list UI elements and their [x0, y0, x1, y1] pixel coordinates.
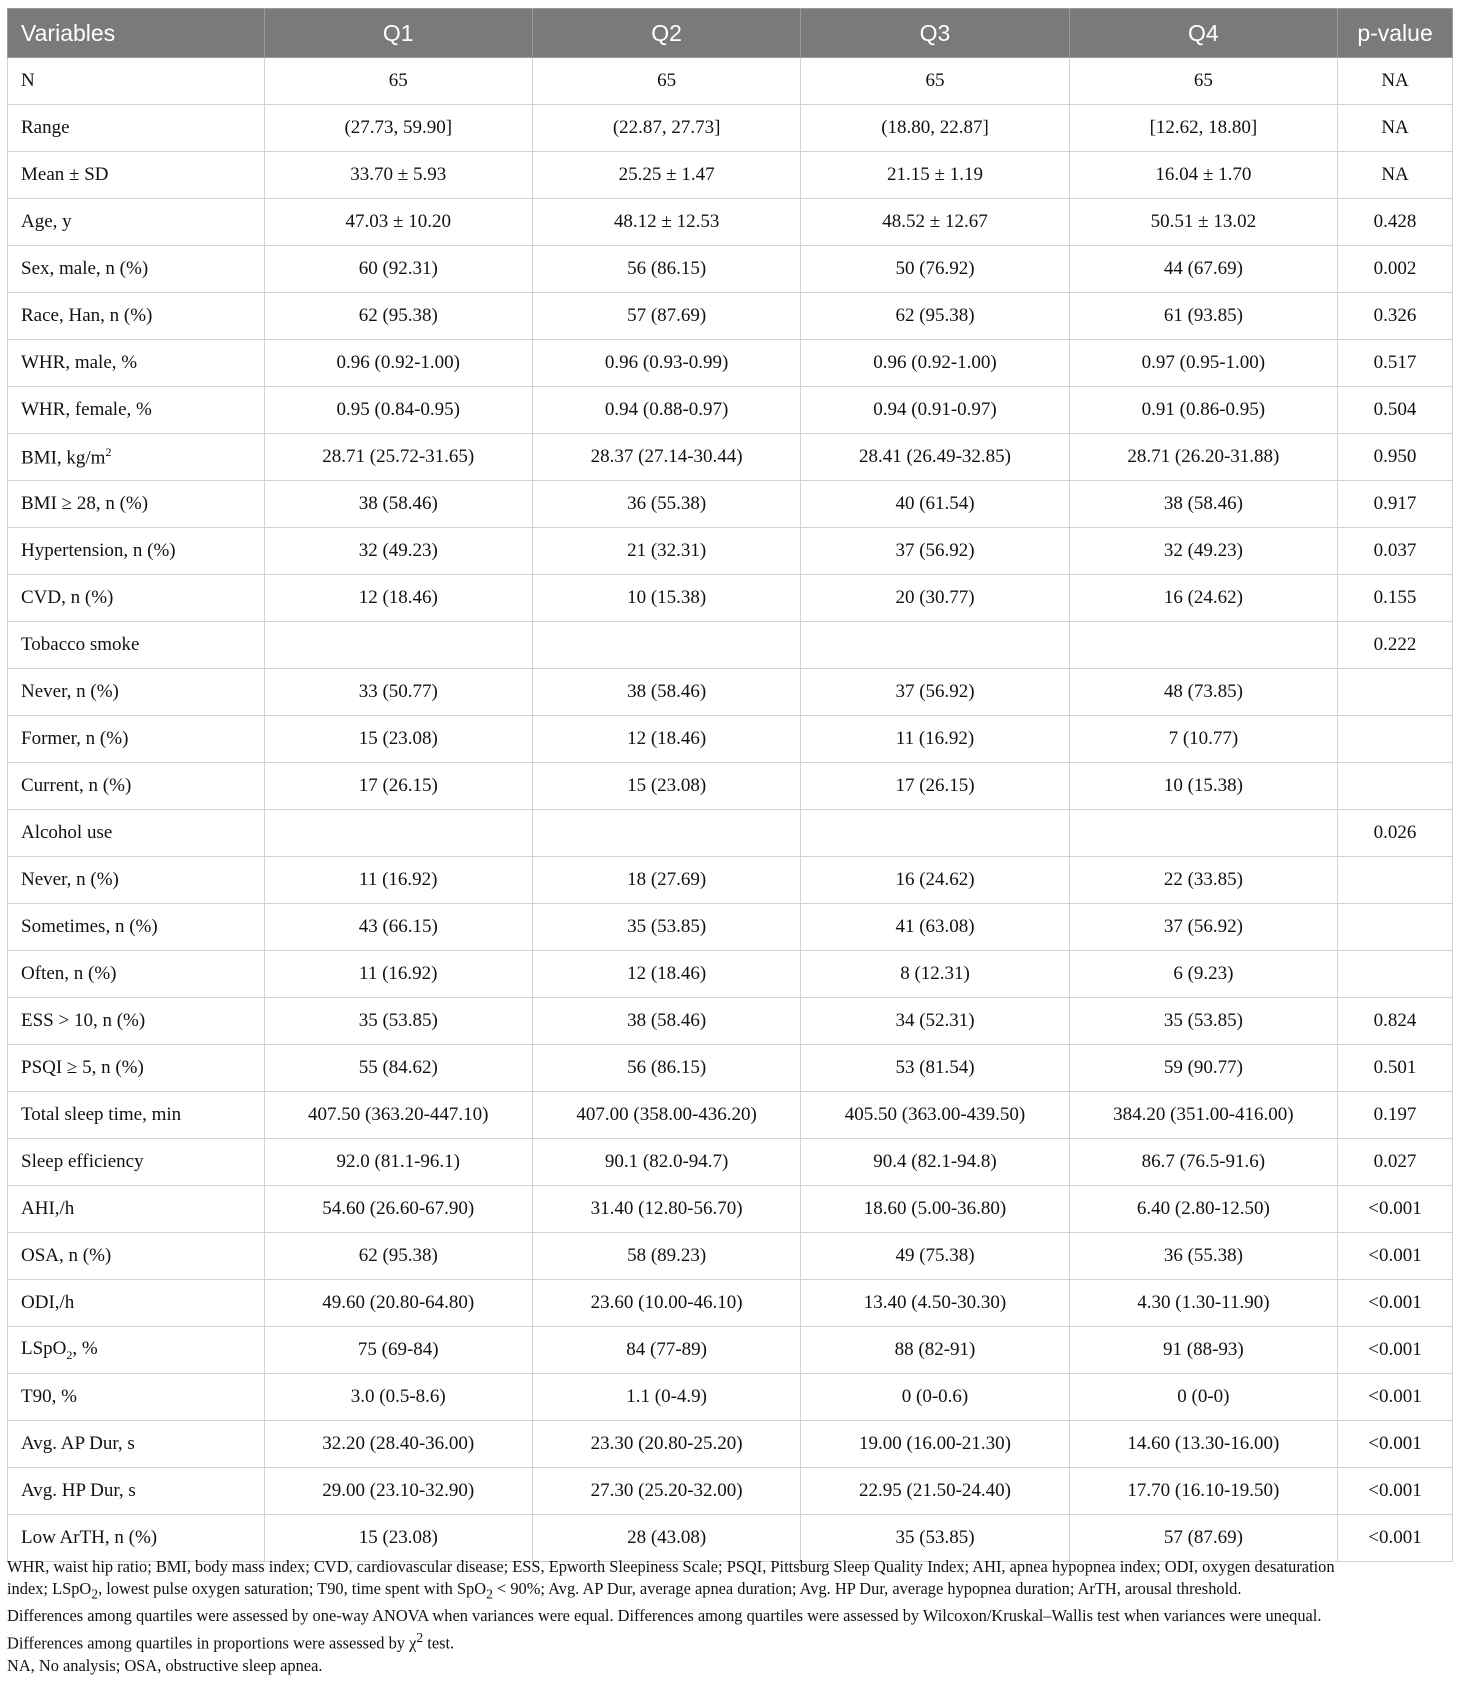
footnote-text: Differences among quartiles in proportions were assessed by χ	[7, 1633, 417, 1653]
q1-cell: (27.73, 59.90]	[264, 105, 532, 152]
row-label	[8, 1327, 265, 1374]
q4-cell: 6 (9.23)	[1069, 951, 1337, 998]
q3-cell: 34 (52.31)	[801, 998, 1069, 1045]
q3-cell: 18.60 (5.00-36.80)	[801, 1186, 1069, 1233]
q2-cell: 84 (77-89)	[532, 1327, 800, 1374]
row-label-text: Sex, male, n (%)	[21, 258, 149, 279]
q4-cell: 17.70 (16.10-19.50)	[1069, 1468, 1337, 1515]
q1-cell: 62 (95.38)	[264, 293, 532, 340]
q4-cell: 38 (58.46)	[1069, 481, 1337, 528]
header-q4: Q4	[1069, 9, 1337, 58]
q4-cell: 35 (53.85)	[1069, 998, 1337, 1045]
row-label-superscript: 2	[105, 444, 112, 459]
q1-cell: 55 (84.62)	[264, 1045, 532, 1092]
q4-cell: 86.7 (76.5-91.6)	[1069, 1139, 1337, 1186]
q3-cell: 28.41 (26.49-32.85)	[801, 434, 1069, 481]
table-header	[8, 9, 1453, 58]
row-label	[8, 246, 265, 293]
row-label	[8, 528, 265, 575]
table-row	[8, 1515, 1453, 1562]
row-label-text: Age, y	[21, 211, 72, 232]
footnote-na	[7, 1655, 1453, 1677]
row-label	[8, 1421, 265, 1468]
q4-cell: 44 (67.69)	[1069, 246, 1337, 293]
row-label-text: Sleep efficiency	[21, 1151, 144, 1172]
row-label	[8, 1045, 265, 1092]
q2-cell: (22.87, 27.73]	[532, 105, 800, 152]
q1-cell: 47.03 ± 10.20	[264, 199, 532, 246]
row-label-text: Former, n (%)	[21, 728, 129, 749]
q4-cell: 16.04 ± 1.70	[1069, 152, 1337, 199]
table-row	[8, 1092, 1453, 1139]
q3-cell: 20 (30.77)	[801, 575, 1069, 622]
q3-cell	[801, 810, 1069, 857]
table-row	[8, 575, 1453, 622]
row-label-text: WHR, male, %	[21, 352, 138, 373]
q2-cell: 15 (23.08)	[532, 763, 800, 810]
q2-cell: 56 (86.15)	[532, 1045, 800, 1092]
q4-cell: 6.40 (2.80-12.50)	[1069, 1186, 1337, 1233]
q2-cell: 407.00 (358.00-436.20)	[532, 1092, 800, 1139]
row-label	[8, 1139, 265, 1186]
row-label	[8, 58, 265, 105]
p-value-cell: NA	[1338, 105, 1453, 152]
q2-cell: 38 (58.46)	[532, 669, 800, 716]
p-value-cell: 0.027	[1338, 1139, 1453, 1186]
q4-cell	[1069, 622, 1337, 669]
q4-cell: 22 (33.85)	[1069, 857, 1337, 904]
p-value-cell: 0.517	[1338, 340, 1453, 387]
q4-cell: 0.97 (0.95-1.00)	[1069, 340, 1337, 387]
data-table	[7, 8, 1453, 1562]
q2-cell: 10 (15.38)	[532, 575, 800, 622]
table-row	[8, 481, 1453, 528]
q1-cell: 11 (16.92)	[264, 857, 532, 904]
p-value-cell: NA	[1338, 152, 1453, 199]
q3-cell: 50 (76.92)	[801, 246, 1069, 293]
q2-cell: 35 (53.85)	[532, 904, 800, 951]
q2-cell: 0.94 (0.88-0.97)	[532, 387, 800, 434]
q3-cell: 19.00 (16.00-21.30)	[801, 1421, 1069, 1468]
q3-cell: (18.80, 22.87]	[801, 105, 1069, 152]
table-row	[8, 1186, 1453, 1233]
q1-cell: 54.60 (26.60-67.90)	[264, 1186, 532, 1233]
table-row	[8, 387, 1453, 434]
q1-cell: 75 (69-84)	[264, 1327, 532, 1374]
footnote-abbreviations	[7, 1556, 1453, 1578]
p-value-cell: 0.428	[1338, 199, 1453, 246]
p-value-cell	[1338, 857, 1453, 904]
table-row	[8, 1045, 1453, 1092]
q2-cell: 21 (32.31)	[532, 528, 800, 575]
q1-cell: 28.71 (25.72-31.65)	[264, 434, 532, 481]
q4-cell: 61 (93.85)	[1069, 293, 1337, 340]
q2-cell: 48.12 ± 12.53	[532, 199, 800, 246]
header-row	[8, 9, 1453, 58]
q2-cell	[532, 622, 800, 669]
row-label	[8, 434, 265, 481]
footnote-methods-cont	[7, 1627, 1453, 1654]
q3-cell: 41 (63.08)	[801, 904, 1069, 951]
row-label	[8, 387, 265, 434]
q2-cell: 25.25 ± 1.47	[532, 152, 800, 199]
q1-cell: 12 (18.46)	[264, 575, 532, 622]
q2-cell: 90.1 (82.0-94.7)	[532, 1139, 800, 1186]
table-row	[8, 1468, 1453, 1515]
row-label-tail: , %	[72, 1337, 98, 1359]
q1-cell: 29.00 (23.10-32.90)	[264, 1468, 532, 1515]
q3-cell: 8 (12.31)	[801, 951, 1069, 998]
row-label	[8, 951, 265, 998]
q1-cell: 35 (53.85)	[264, 998, 532, 1045]
p-value-cell: 0.037	[1338, 528, 1453, 575]
q1-cell: 15 (23.08)	[264, 716, 532, 763]
q4-cell: 4.30 (1.30-11.90)	[1069, 1280, 1337, 1327]
p-value-cell	[1338, 669, 1453, 716]
table-row	[8, 340, 1453, 387]
q1-cell: 38 (58.46)	[264, 481, 532, 528]
q1-cell: 0.96 (0.92-1.00)	[264, 340, 532, 387]
q1-cell	[264, 810, 532, 857]
row-label	[8, 105, 265, 152]
q4-cell: 37 (56.92)	[1069, 904, 1337, 951]
table-row	[8, 152, 1453, 199]
p-value-cell: NA	[1338, 58, 1453, 105]
q4-cell: [12.62, 18.80]	[1069, 105, 1337, 152]
footnote-text: test.	[423, 1633, 455, 1653]
row-label	[8, 1186, 265, 1233]
q1-cell: 15 (23.08)	[264, 1515, 532, 1562]
q3-cell: 21.15 ± 1.19	[801, 152, 1069, 199]
p-value-cell	[1338, 763, 1453, 810]
header-q3: Q3	[801, 9, 1069, 58]
table-row	[8, 1374, 1453, 1421]
row-label	[8, 1468, 265, 1515]
row-label-text: Race, Han, n (%)	[21, 305, 153, 326]
row-label-text: OSA, n (%)	[21, 1245, 112, 1266]
q1-cell: 60 (92.31)	[264, 246, 532, 293]
row-label-text: BMI, kg/m	[21, 447, 106, 469]
row-label	[8, 669, 265, 716]
q3-cell: 0.94 (0.91-0.97)	[801, 387, 1069, 434]
p-value-cell	[1338, 716, 1453, 763]
q2-cell: 0.96 (0.93-0.99)	[532, 340, 800, 387]
q1-cell: 43 (66.15)	[264, 904, 532, 951]
q3-cell: 13.40 (4.50-30.30)	[801, 1280, 1069, 1327]
q3-cell: 11 (16.92)	[801, 716, 1069, 763]
q2-cell: 36 (55.38)	[532, 481, 800, 528]
row-label-text: Never, n (%)	[21, 681, 119, 702]
q3-cell: 35 (53.85)	[801, 1515, 1069, 1562]
row-label-text: T90, %	[21, 1386, 77, 1407]
row-label-text: WHR, female, %	[21, 399, 152, 420]
q1-cell: 11 (16.92)	[264, 951, 532, 998]
table-row	[8, 1139, 1453, 1186]
p-value-cell: <0.001	[1338, 1468, 1453, 1515]
q3-cell: 0.96 (0.92-1.00)	[801, 340, 1069, 387]
q3-cell: 17 (26.15)	[801, 763, 1069, 810]
row-label-text: Total sleep time, min	[21, 1104, 182, 1125]
table-row	[8, 622, 1453, 669]
table-row	[8, 105, 1453, 152]
p-value-cell	[1338, 951, 1453, 998]
q3-cell: 53 (81.54)	[801, 1045, 1069, 1092]
q4-cell: 0.91 (0.86-0.95)	[1069, 387, 1337, 434]
row-label-text: PSQI ≥ 5, n (%)	[21, 1057, 144, 1078]
footnote-text: NA, No analysis; OSA, obstructive sleep apnea.	[7, 1655, 323, 1675]
q3-cell	[801, 622, 1069, 669]
row-label-text: LSpO	[21, 1337, 67, 1359]
q1-cell: 92.0 (81.1-96.1)	[264, 1139, 532, 1186]
table-row	[8, 528, 1453, 575]
row-label	[8, 1374, 265, 1421]
row-label-text: ODI,/h	[21, 1292, 75, 1313]
footnote-text: WHR, waist hip ratio; BMI, body mass index; CVD, cardiovascular disease; ESS, Epworth Sleepiness Scale; PSQI, Pittsburg Sleep Quality Index; AHI, apnea hypopnea index; ODI, oxygen desaturation	[7, 1557, 1335, 1576]
q4-cell: 32 (49.23)	[1069, 528, 1337, 575]
row-label	[8, 904, 265, 951]
row-label	[8, 152, 265, 199]
q4-cell: 36 (55.38)	[1069, 1233, 1337, 1280]
q4-cell: 14.60 (13.30-16.00)	[1069, 1421, 1337, 1468]
q3-cell: 62 (95.38)	[801, 293, 1069, 340]
p-value-cell: 0.824	[1338, 998, 1453, 1045]
row-label	[8, 622, 265, 669]
p-value-cell: <0.001	[1338, 1421, 1453, 1468]
row-label	[8, 340, 265, 387]
p-value-cell: 0.002	[1338, 246, 1453, 293]
row-label-text: Range	[21, 117, 70, 138]
row-label	[8, 1515, 265, 1562]
footnote-text: , lowest pulse oxygen saturation; T90, time spent with SpO	[98, 1579, 487, 1598]
row-label-text: Low ArTH, n (%)	[21, 1527, 158, 1548]
q4-cell: 28.71 (26.20-31.88)	[1069, 434, 1337, 481]
row-label-text: Alcohol use	[21, 822, 113, 843]
table-footnotes	[7, 1556, 1453, 1677]
table-row	[8, 1421, 1453, 1468]
table-row	[8, 1233, 1453, 1280]
table-row	[8, 857, 1453, 904]
p-value-cell	[1338, 904, 1453, 951]
row-label-text: Sometimes, n (%)	[21, 916, 158, 937]
q3-cell: 88 (82-91)	[801, 1327, 1069, 1374]
q3-cell: 0 (0-0.6)	[801, 1374, 1069, 1421]
row-label-text: CVD, n (%)	[21, 587, 114, 608]
q1-cell: 3.0 (0.5-8.6)	[264, 1374, 532, 1421]
q2-cell: 18 (27.69)	[532, 857, 800, 904]
row-label-text: ESS > 10, n (%)	[21, 1010, 146, 1031]
row-label-text: Mean ± SD	[21, 164, 109, 185]
row-label	[8, 1092, 265, 1139]
table-body	[8, 58, 1453, 1562]
q3-cell: 22.95 (21.50-24.40)	[801, 1468, 1069, 1515]
row-label-text: BMI ≥ 28, n (%)	[21, 493, 149, 514]
q1-cell: 65	[264, 58, 532, 105]
row-label-text: Hypertension, n (%)	[21, 540, 176, 561]
q1-cell	[264, 622, 532, 669]
q4-cell: 16 (24.62)	[1069, 575, 1337, 622]
row-label	[8, 199, 265, 246]
q1-cell: 17 (26.15)	[264, 763, 532, 810]
row-label	[8, 810, 265, 857]
q1-cell: 0.95 (0.84-0.95)	[264, 387, 532, 434]
q2-cell: 28.37 (27.14-30.44)	[532, 434, 800, 481]
row-label	[8, 575, 265, 622]
table-row	[8, 434, 1453, 481]
row-label-text: AHI,/h	[21, 1198, 75, 1219]
q2-cell: 12 (18.46)	[532, 716, 800, 763]
header-q2: Q2	[532, 9, 800, 58]
row-label-text: Often, n (%)	[21, 963, 117, 984]
q3-cell: 40 (61.54)	[801, 481, 1069, 528]
q3-cell: 37 (56.92)	[801, 669, 1069, 716]
row-label	[8, 857, 265, 904]
footnote-abbreviations-cont	[7, 1578, 1453, 1605]
q2-cell: 57 (87.69)	[532, 293, 800, 340]
q2-cell: 1.1 (0-4.9)	[532, 1374, 800, 1421]
footnote-text: index; LSpO	[7, 1579, 92, 1598]
table-row	[8, 810, 1453, 857]
row-label	[8, 716, 265, 763]
table-row	[8, 1280, 1453, 1327]
p-value-cell: <0.001	[1338, 1327, 1453, 1374]
table-row	[8, 1327, 1453, 1374]
p-value-cell: 0.950	[1338, 434, 1453, 481]
table-row	[8, 199, 1453, 246]
row-label	[8, 293, 265, 340]
p-value-cell: <0.001	[1338, 1515, 1453, 1562]
q3-cell: 37 (56.92)	[801, 528, 1069, 575]
row-label	[8, 1280, 265, 1327]
p-value-cell: <0.001	[1338, 1233, 1453, 1280]
p-value-cell: <0.001	[1338, 1186, 1453, 1233]
p-value-cell: <0.001	[1338, 1280, 1453, 1327]
table-row	[8, 716, 1453, 763]
p-value-cell: 0.197	[1338, 1092, 1453, 1139]
row-label-text: Current, n (%)	[21, 775, 132, 796]
q3-cell: 16 (24.62)	[801, 857, 1069, 904]
q3-cell: 65	[801, 58, 1069, 105]
q2-cell: 23.60 (10.00-46.10)	[532, 1280, 800, 1327]
row-label	[8, 998, 265, 1045]
q2-cell: 27.30 (25.20-32.00)	[532, 1468, 800, 1515]
table-row	[8, 904, 1453, 951]
p-value-cell: 0.026	[1338, 810, 1453, 857]
p-value-cell: 0.326	[1338, 293, 1453, 340]
q4-cell: 10 (15.38)	[1069, 763, 1337, 810]
q4-cell: 7 (10.77)	[1069, 716, 1337, 763]
footnote-subscript: 2	[486, 1586, 493, 1602]
table-row	[8, 763, 1453, 810]
q4-cell: 59 (90.77)	[1069, 1045, 1337, 1092]
q2-cell: 65	[532, 58, 800, 105]
footnote-text: Differences among quartiles were assessed by one-way ANOVA when variances were equal. Differences among quartiles were assessed by Wilcoxon/Kruskal–Wallis test when variances were unequal.	[7, 1606, 1322, 1626]
q3-cell: 48.52 ± 12.67	[801, 199, 1069, 246]
p-value-cell: <0.001	[1338, 1374, 1453, 1421]
row-label-text: N	[21, 70, 35, 91]
q1-cell: 32.20 (28.40-36.00)	[264, 1421, 532, 1468]
footnote-methods	[7, 1605, 1453, 1627]
table-row	[8, 951, 1453, 998]
row-label	[8, 481, 265, 528]
footnote-text: < 90%; Avg. AP Dur, average apnea duration; Avg. HP Dur, average hypopnea duration; ArTH, arousal threshold.	[492, 1579, 1242, 1598]
q3-cell: 405.50 (363.00-439.50)	[801, 1092, 1069, 1139]
q4-cell: 0 (0-0)	[1069, 1374, 1337, 1421]
footnote-superscript: 2	[416, 1630, 424, 1646]
q2-cell: 28 (43.08)	[532, 1515, 800, 1562]
p-value-cell: 0.155	[1338, 575, 1453, 622]
q4-cell: 65	[1069, 58, 1337, 105]
q4-cell: 50.51 ± 13.02	[1069, 199, 1337, 246]
p-value-cell: 0.222	[1338, 622, 1453, 669]
table-row	[8, 998, 1453, 1045]
table-row	[8, 58, 1453, 105]
header-p-value: p-value	[1338, 9, 1453, 58]
q2-cell: 38 (58.46)	[532, 998, 800, 1045]
q4-cell: 48 (73.85)	[1069, 669, 1337, 716]
q4-cell	[1069, 810, 1337, 857]
row-label-text: Never, n (%)	[21, 869, 119, 890]
row-label-subscript: 2	[66, 1347, 73, 1362]
q4-cell: 57 (87.69)	[1069, 1515, 1337, 1562]
table-row	[8, 293, 1453, 340]
q3-cell: 90.4 (82.1-94.8)	[801, 1139, 1069, 1186]
table-row	[8, 246, 1453, 293]
row-label-text: Avg. HP Dur, s	[21, 1480, 136, 1501]
q2-cell: 58 (89.23)	[532, 1233, 800, 1280]
q1-cell: 407.50 (363.20-447.10)	[264, 1092, 532, 1139]
q2-cell: 56 (86.15)	[532, 246, 800, 293]
p-value-cell: 0.504	[1338, 387, 1453, 434]
q2-cell	[532, 810, 800, 857]
row-label	[8, 763, 265, 810]
q4-cell: 384.20 (351.00-416.00)	[1069, 1092, 1337, 1139]
q2-cell: 23.30 (20.80-25.20)	[532, 1421, 800, 1468]
header-q1: Q1	[264, 9, 532, 58]
row-label-text: Tobacco smoke	[21, 634, 140, 655]
q2-cell: 12 (18.46)	[532, 951, 800, 998]
table-row	[8, 669, 1453, 716]
header-variables: Variables	[8, 9, 265, 58]
q1-cell: 49.60 (20.80-64.80)	[264, 1280, 532, 1327]
footnote-subscript: 2	[91, 1586, 99, 1602]
q2-cell: 31.40 (12.80-56.70)	[532, 1186, 800, 1233]
q4-cell: 91 (88-93)	[1069, 1327, 1337, 1374]
q1-cell: 32 (49.23)	[264, 528, 532, 575]
row-label	[8, 1233, 265, 1280]
q3-cell: 49 (75.38)	[801, 1233, 1069, 1280]
q1-cell: 62 (95.38)	[264, 1233, 532, 1280]
q1-cell: 33.70 ± 5.93	[264, 152, 532, 199]
row-label-text: Avg. AP Dur, s	[21, 1433, 135, 1454]
p-value-cell: 0.917	[1338, 481, 1453, 528]
q1-cell: 33 (50.77)	[264, 669, 532, 716]
p-value-cell: 0.501	[1338, 1045, 1453, 1092]
